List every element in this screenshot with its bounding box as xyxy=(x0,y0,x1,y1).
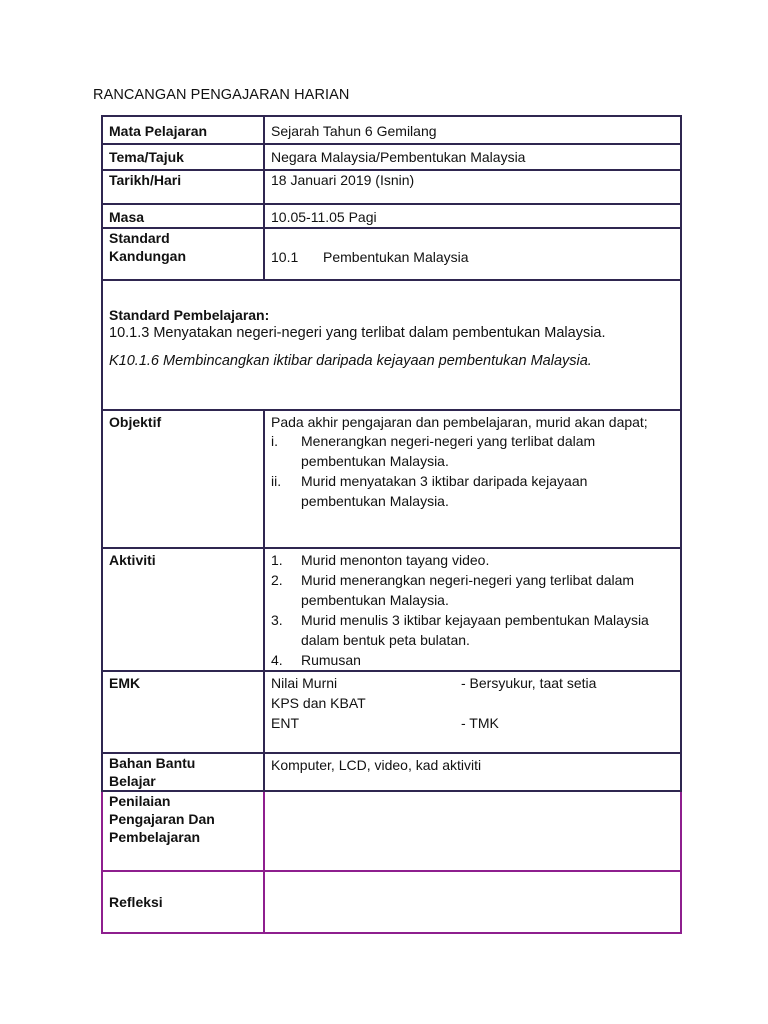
value-text: Negara Malaysia/Pembentukan Malaysia xyxy=(271,149,526,165)
row-tema-tajuk xyxy=(102,144,681,170)
label-text: Masa xyxy=(109,209,145,225)
value-tema-tajuk xyxy=(264,144,681,170)
list-item xyxy=(271,431,660,471)
label-objektif xyxy=(102,410,264,548)
standard-pembelajaran-line2: K10.1.6 Membincangkan iktibar daripada kejayaan pembentukan Malaysia. xyxy=(109,353,592,369)
value-standard-kandungan xyxy=(264,228,681,280)
label-text: Tema/Tajuk xyxy=(109,149,184,165)
label-text: EMK xyxy=(109,675,141,691)
label-text-line2: Kandungan xyxy=(109,248,186,264)
list-marker: 4. xyxy=(271,652,283,668)
label-aktiviti xyxy=(102,548,264,671)
document-title: RANCANGAN PENGAJARAN HARIAN xyxy=(93,87,350,103)
label-penilaian xyxy=(102,791,264,871)
label-masa xyxy=(102,204,264,228)
lesson-plan-table xyxy=(101,115,682,934)
emk-nilai-murni-value: - Bersyukur, taat setia xyxy=(461,675,597,691)
value-tarikh-hari xyxy=(264,170,681,204)
label-text-line3: Pembelajaran xyxy=(109,829,201,845)
row-mata-pelajaran xyxy=(102,116,681,144)
list-item xyxy=(271,650,676,670)
standard-pembelajaran-heading: Standard Pembelajaran: xyxy=(109,307,270,323)
value-bahan-bantu xyxy=(264,753,681,791)
value-text: Komputer, LCD, video, kad aktiviti xyxy=(271,757,482,773)
label-text-line1: Penilaian xyxy=(109,793,171,809)
row-tarikh-hari xyxy=(102,170,681,204)
row-penilaian xyxy=(102,791,681,871)
standard-pembelajaran-cell xyxy=(102,280,681,410)
standard-text: Pembentukan Malaysia xyxy=(323,249,469,265)
value-text: Sejarah Tahun 6 Gemilang xyxy=(271,123,437,139)
list-marker: 2. xyxy=(271,572,283,588)
objektif-intro: Pada akhir pengajaran dan pembelajaran, murid akan dapat; xyxy=(271,414,648,430)
value-text: 18 Januari 2019 (Isnin) xyxy=(271,172,415,188)
label-text-line1: Bahan Bantu xyxy=(109,755,196,771)
list-text: Rumusan xyxy=(301,652,361,668)
list-item xyxy=(271,471,660,511)
row-emk xyxy=(102,671,681,753)
emk-kps-kbat: KPS dan KBAT xyxy=(271,695,366,711)
list-marker: 3. xyxy=(271,612,283,628)
value-text: 10.05-11.05 Pagi xyxy=(271,209,377,225)
list-text: Murid menyatakan 3 iktibar daripada kejayaan pembentukan Malaysia. xyxy=(301,473,588,509)
label-text: Aktiviti xyxy=(109,552,156,568)
label-text: Objektif xyxy=(109,414,162,430)
standard-pembelajaran-line1: 10.1.3 Menyatakan negeri-negeri yang terlibat dalam pembentukan Malaysia. xyxy=(109,325,606,341)
list-text: Murid menonton tayang video. xyxy=(301,552,490,568)
list-item xyxy=(271,550,676,570)
value-penilaian[interactable] xyxy=(264,791,681,871)
value-mata-pelajaran xyxy=(264,116,681,144)
value-refleksi[interactable] xyxy=(264,871,681,933)
list-text: Murid menulis 3 iktibar kejayaan pembentukan Malaysia dalam bentuk peta bulatan. xyxy=(301,612,649,648)
row-objektif xyxy=(102,410,681,548)
aktiviti-list xyxy=(271,549,676,670)
value-objektif xyxy=(264,410,681,548)
list-marker: 1. xyxy=(271,552,283,568)
emk-ent-key: ENT xyxy=(271,715,299,731)
row-refleksi xyxy=(102,871,681,933)
row-bahan-bantu xyxy=(102,753,681,791)
label-text-line2: Belajar xyxy=(109,773,156,789)
label-text: Mata Pelajaran xyxy=(109,123,208,139)
list-item xyxy=(271,570,676,610)
label-bahan-bantu xyxy=(102,753,264,791)
label-text: Refleksi xyxy=(109,894,163,910)
value-aktiviti xyxy=(264,548,681,671)
value-emk xyxy=(264,671,681,753)
label-text: Tarikh/Hari xyxy=(109,172,182,188)
row-standard-kandungan xyxy=(102,228,681,280)
label-mata-pelajaran xyxy=(102,116,264,144)
label-emk xyxy=(102,671,264,753)
list-text: Menerangkan negeri-negeri yang terlibat dalam pembentukan Malaysia. xyxy=(301,433,596,469)
label-tema-tajuk xyxy=(102,144,264,170)
standard-number: 10.1 xyxy=(271,249,299,265)
row-masa xyxy=(102,204,681,228)
list-marker: ii. xyxy=(271,473,282,489)
list-marker: i. xyxy=(271,433,278,449)
list-item xyxy=(271,610,676,650)
label-tarikh-hari xyxy=(102,170,264,204)
row-standard-pembelajaran xyxy=(102,280,681,410)
label-standard-kandungan xyxy=(102,228,264,280)
label-text-line1: Standard xyxy=(109,230,170,246)
label-refleksi xyxy=(102,871,264,933)
value-masa xyxy=(264,204,681,228)
label-text-line2: Pengajaran Dan xyxy=(109,811,215,827)
row-aktiviti xyxy=(102,548,681,671)
objektif-list xyxy=(271,431,660,511)
list-text: Murid menerangkan negeri-negeri yang terlibat dalam pembentukan Malaysia. xyxy=(301,572,635,608)
emk-ent-value: - TMK xyxy=(461,715,499,731)
emk-nilai-murni-key: Nilai Murni xyxy=(271,675,338,691)
